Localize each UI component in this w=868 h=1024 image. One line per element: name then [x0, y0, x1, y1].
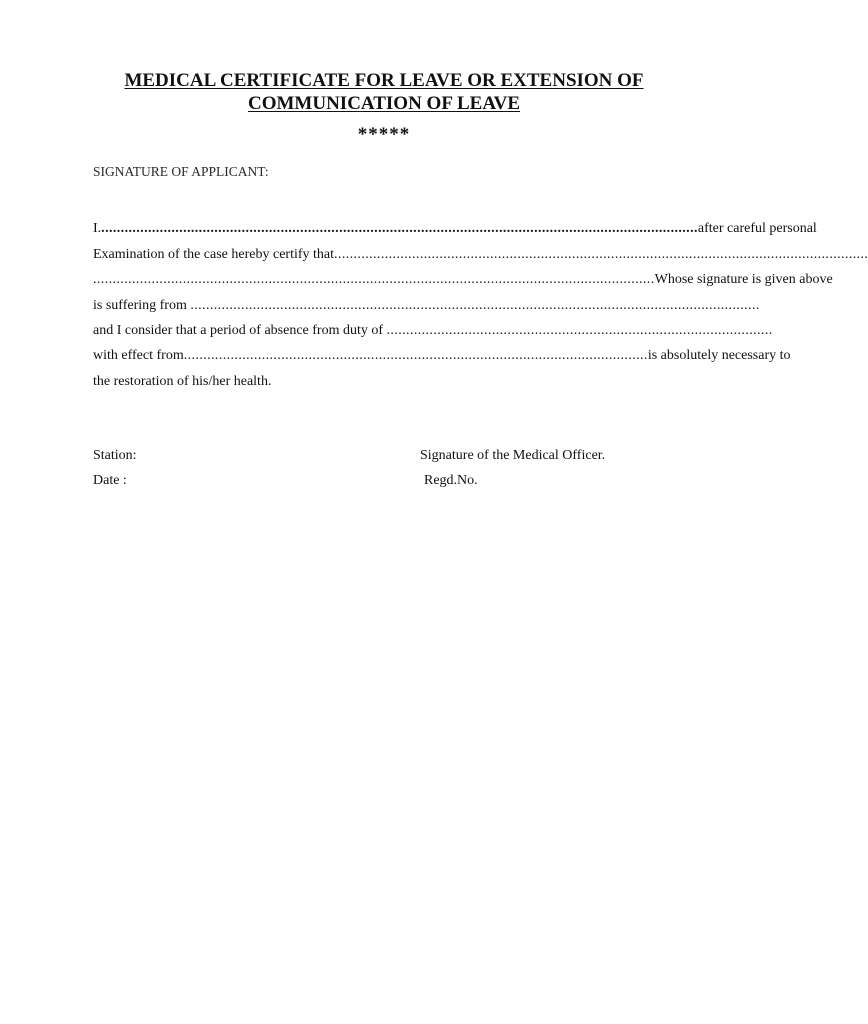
- title-separator-stars: *****: [357, 124, 411, 145]
- date-label: Date :: [93, 473, 127, 488]
- line3-end-text: Whose signature is given above: [654, 272, 833, 287]
- line5-start-text: and I consider that a period of absence from duty of: [93, 323, 387, 338]
- applicant-signature-label: SIGNATURE OF APPLICANT:: [93, 164, 269, 179]
- regd-no-label: Regd.No.: [424, 473, 478, 488]
- patient-continued-fill-in-blank: ................................................................................................................................................: [93, 272, 655, 287]
- absence-period-fill-in-blank: ...................................................................................................: [386, 323, 773, 338]
- body-line-5: [93, 322, 773, 340]
- station-label: Station:: [93, 448, 137, 463]
- line4-start-text: is suffering from: [93, 298, 191, 313]
- line6-end-text: is absolutely necessary to: [647, 348, 791, 363]
- name-fill-in-blank: .........................................................................................................................................................: [101, 221, 698, 236]
- body-line-4: [93, 297, 760, 315]
- line1-end-text: after careful personal: [697, 221, 817, 236]
- line1-start-text: I.: [93, 221, 102, 236]
- patient-fill-in-blank: .........................................................................................................................................: [334, 247, 868, 262]
- body-line-7: the restoration of his/her health.: [93, 374, 272, 389]
- certificate-title-line2: COMMUNICATION OF LEAVE: [248, 93, 520, 114]
- body-line-2: [93, 246, 868, 264]
- illness-fill-in-blank: ..................................................................................................................................................: [190, 298, 760, 313]
- body-line-1: [93, 220, 817, 238]
- medical-officer-signature-label: Signature of the Medical Officer.: [420, 448, 606, 463]
- body-line-6: [93, 347, 791, 365]
- certificate-title-line1: MEDICAL CERTIFICATE FOR LEAVE OR EXTENSION OF: [124, 70, 644, 91]
- effective-date-fill-in-blank: .......................................................................................................................: [183, 348, 648, 363]
- line2-start-text: Examination of the case hereby certify that: [93, 247, 335, 262]
- body-line-3: [93, 271, 833, 289]
- line6-start-text: with effect from: [93, 348, 184, 363]
